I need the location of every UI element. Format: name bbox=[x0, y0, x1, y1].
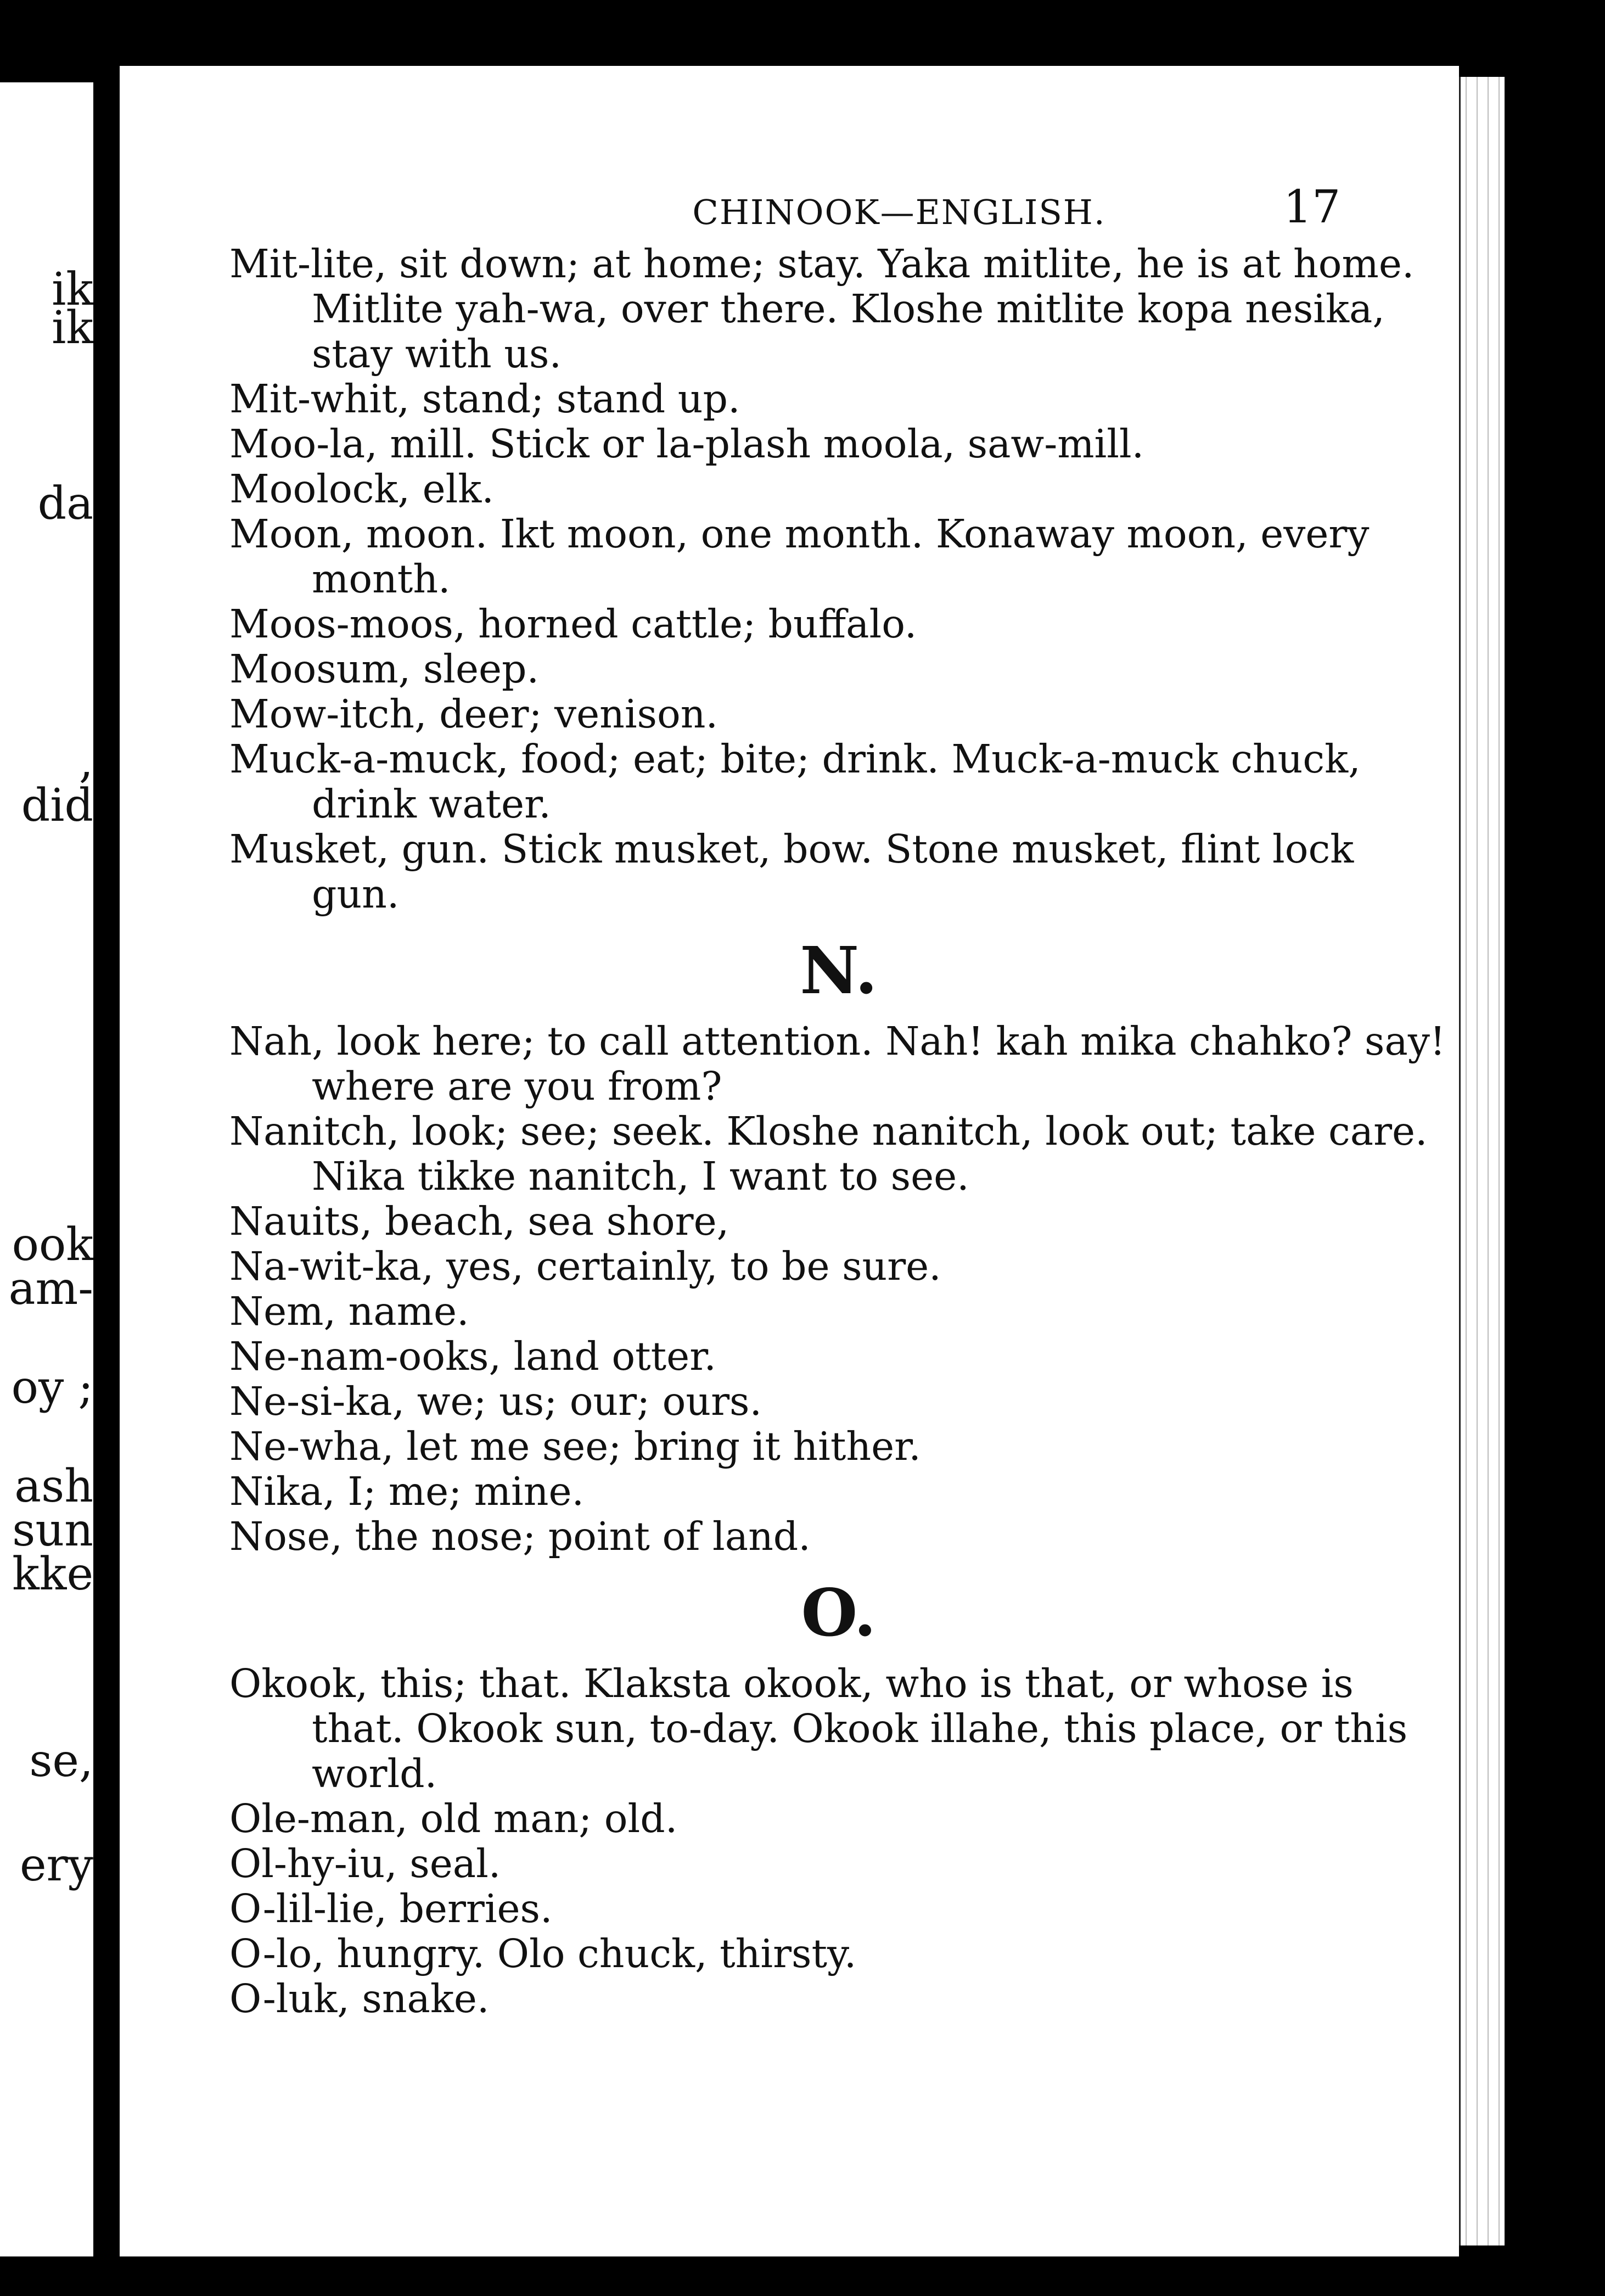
dictionary-entry: Ol-hy-iu, seal. bbox=[229, 1841, 501, 1886]
dictionary-entry: Muck-a-muck, food; eat; bite; drink. Muck-a-muck chuck, drink water. bbox=[229, 736, 1361, 827]
margin-fragment: se, bbox=[29, 1735, 93, 1787]
dictionary-entry: Moo-la, mill. Stick or la-plash moola, saw-mill. bbox=[229, 421, 1144, 467]
margin-fragment: oy ; bbox=[11, 1362, 93, 1414]
dictionary-entry: Mit-lite, sit down; at home; stay. Yaka mitlite, he is at home. Mitlite yah-wa, over there. Kloshe mitlite kopa nesika, stay with us. bbox=[229, 241, 1415, 377]
page-edge bbox=[1459, 77, 1505, 2245]
dictionary-entry: Ole-man, old man; old. bbox=[229, 1796, 678, 1841]
dictionary-entry: Mit-whit, stand; stand up. bbox=[229, 376, 740, 422]
dictionary-entry: Nah, look here; to call attention. Nah! kah mika chahko? say! where are you from? bbox=[229, 1018, 1446, 1109]
dictionary-entry: Nika, I; me; mine. bbox=[229, 1469, 585, 1514]
dictionary-entry: Ne-nam-ooks, land otter. bbox=[229, 1334, 716, 1379]
margin-fragment: ery bbox=[19, 1839, 93, 1891]
dictionary-entry: Nose, the nose; point of land. bbox=[229, 1514, 811, 1559]
dictionary-entry: O-lo, hungry. Olo chuck, thirsty. bbox=[229, 1931, 857, 1976]
dictionary-entry: Nauits, beach, sea shore, bbox=[229, 1199, 729, 1244]
margin-fragment: sun bbox=[12, 1504, 93, 1556]
dictionary-entry: Ne-wha, let me see; bring it hither. bbox=[229, 1424, 921, 1469]
book-gutter bbox=[93, 82, 120, 2256]
margin-fragment: , bbox=[78, 736, 93, 788]
dictionary-entry: Moosum, sleep. bbox=[229, 646, 540, 692]
running-head: CHINOOK—ENGLISH. bbox=[692, 192, 1106, 232]
margin-fragment: ik bbox=[52, 302, 93, 354]
dictionary-entry: O-luk, snake. bbox=[229, 1976, 490, 2021]
margin-fragment: da bbox=[37, 478, 93, 530]
dictionary-entry: Musket, gun. Stick musket, bow. Stone musket, flint lock gun. bbox=[229, 826, 1354, 917]
section-heading-o: O. bbox=[801, 1575, 877, 1651]
dictionary-entry: Moos-moos, horned cattle; buffalo. bbox=[229, 601, 917, 647]
dictionary-entry: Nanitch, look; see; seek. Kloshe nanitch, look out; take care. Nika tikke nanitch, I want to see. bbox=[229, 1108, 1428, 1199]
margin-fragment: am- bbox=[8, 1263, 93, 1315]
dictionary-entry: Ne-si-ka, we; us; our; ours. bbox=[229, 1379, 762, 1424]
book-page bbox=[120, 66, 1459, 2256]
section-heading-n: N. bbox=[800, 932, 878, 1009]
dictionary-entry: Na-wit-ka, yes, certainly, to be sure. bbox=[229, 1244, 941, 1289]
dictionary-entry: Moolock, elk. bbox=[229, 466, 494, 512]
dictionary-entry: Okook, this; that. Klaksta okook, who is that, or whose is that. Okook sun, to-day. Okook illahe, this place, or this world. bbox=[229, 1661, 1408, 1796]
margin-fragment: ook bbox=[12, 1219, 93, 1271]
dictionary-entry: Mow-itch, deer; venison. bbox=[229, 691, 719, 737]
dictionary-entry: Nem, name. bbox=[229, 1289, 469, 1334]
dictionary-entry: O-lil-lie, berries. bbox=[229, 1886, 553, 1931]
margin-fragment: did bbox=[21, 780, 93, 832]
margin-fragment: ash bbox=[14, 1460, 93, 1513]
margin-fragment: kke bbox=[12, 1548, 93, 1600]
page-number: 17 bbox=[1283, 181, 1341, 233]
dictionary-body bbox=[229, 242, 1448, 2021]
dictionary-entry: Moon, moon. Ikt moon, one month. Konaway moon, every month. bbox=[229, 511, 1370, 602]
margin-fragment: ik bbox=[52, 264, 93, 316]
previous-page-margin bbox=[0, 82, 93, 2256]
